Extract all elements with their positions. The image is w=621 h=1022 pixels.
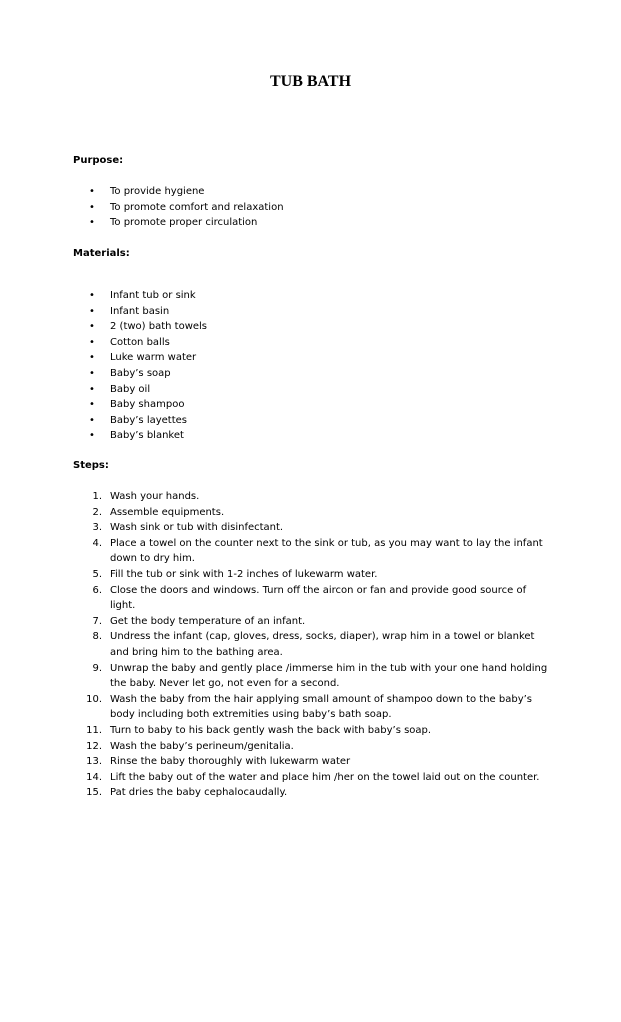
purpose-list xyxy=(0,184,548,231)
bullet-icon: • xyxy=(89,217,95,229)
list-item xyxy=(0,397,548,413)
list-item xyxy=(0,382,548,398)
step-item xyxy=(0,567,548,583)
list-item xyxy=(0,184,548,200)
step-item xyxy=(0,583,548,614)
step-item xyxy=(0,614,548,630)
step-number: 1. xyxy=(92,491,102,502)
step-text: Wash sink or tub with disinfectant. xyxy=(110,522,284,534)
bullet-icon: • xyxy=(89,186,95,197)
step-number: 15. xyxy=(86,787,102,799)
materials-list xyxy=(0,288,548,444)
step-text: Place a towel on the counter next to the sink or tub, as you may want to lay the infant down to dry him. xyxy=(110,537,543,565)
list-item-text: Infant tub or sink xyxy=(110,290,196,301)
step-text: Wash the baby’s perineum/genitalia. xyxy=(110,740,294,752)
bullet-icon: • xyxy=(89,321,95,333)
list-item xyxy=(0,428,548,444)
step-number: 5. xyxy=(92,568,102,580)
list-item xyxy=(0,215,548,231)
step-number: 8. xyxy=(92,631,102,643)
list-item-text: 2 (two) bath towels xyxy=(110,321,208,333)
list-item xyxy=(0,413,548,429)
step-text: Undress the infant (cap, gloves, dress, socks, diaper), wrap him in a towel or blanket and bring him to the bathing area. xyxy=(110,631,535,658)
list-item-text: Infant basin xyxy=(110,305,170,317)
list-item-text: Baby’s blanket xyxy=(110,430,184,442)
bullet-icon: • xyxy=(89,352,95,364)
step-item xyxy=(0,661,548,692)
step-number: 9. xyxy=(92,662,102,674)
bullet-icon: • xyxy=(89,290,95,301)
steps-list xyxy=(0,489,548,801)
list-item-text: Cotton balls xyxy=(110,336,170,348)
step-number: 2. xyxy=(92,506,102,518)
step-item xyxy=(0,692,548,723)
bullet-icon: • xyxy=(89,201,95,213)
step-text: Get the body temperature of an infant. xyxy=(110,615,306,627)
step-item xyxy=(0,505,548,521)
list-item xyxy=(0,366,548,382)
bullet-icon: • xyxy=(89,336,95,348)
step-number: 4. xyxy=(92,537,102,549)
step-text: Wash your hands. xyxy=(110,491,200,502)
step-text: Assemble equipments. xyxy=(110,506,225,518)
step-number: 10. xyxy=(86,693,102,705)
list-item-text: To promote comfort and relaxation xyxy=(110,201,284,213)
step-number: 6. xyxy=(92,584,102,596)
step-item xyxy=(0,785,548,801)
bullet-icon: • xyxy=(89,430,95,442)
bullet-icon: • xyxy=(89,414,95,426)
purpose-heading: Purpose: xyxy=(73,155,124,166)
step-number: 3. xyxy=(92,522,102,534)
step-item xyxy=(0,536,548,567)
list-item-text: Baby’s soap xyxy=(110,367,171,379)
step-text: Pat dries the baby cephalocaudally. xyxy=(110,787,288,799)
materials-heading: Materials: xyxy=(73,248,130,259)
list-item-text: Baby oil xyxy=(110,383,151,395)
step-text: Turn to baby to his back gently wash the back with baby’s soap. xyxy=(110,724,432,736)
list-item xyxy=(0,288,548,304)
step-text: Close the doors and windows. Turn off the aircon or fan and provide good source of light. xyxy=(110,584,527,612)
bullet-icon: • xyxy=(89,367,95,379)
list-item xyxy=(0,200,548,216)
list-item-text: To promote proper circulation xyxy=(110,217,258,229)
step-number: 7. xyxy=(92,615,102,627)
steps-heading: Steps: xyxy=(73,460,109,471)
bullet-icon: • xyxy=(89,399,95,411)
list-item-text: To provide hygiene xyxy=(110,186,205,197)
step-number: 11. xyxy=(86,724,102,736)
list-item-text: Baby shampoo xyxy=(110,399,185,411)
list-item xyxy=(0,319,548,335)
page-title: TUB BATH xyxy=(269,73,352,90)
bullet-icon: • xyxy=(89,383,95,395)
step-number: 12. xyxy=(86,740,102,752)
step-number: 14. xyxy=(86,771,102,783)
step-item xyxy=(0,723,548,739)
step-text: Wash the baby from the hair applying small amount of shampoo down to the baby’s body including both extremities using baby’s bath soap. xyxy=(110,693,533,721)
list-item-text: Luke warm water xyxy=(110,352,197,364)
list-item xyxy=(0,350,548,366)
list-item xyxy=(0,304,548,320)
list-item xyxy=(0,335,548,351)
bullet-icon: • xyxy=(89,305,95,317)
step-number: 13. xyxy=(86,756,102,768)
step-item xyxy=(0,520,548,536)
step-item xyxy=(0,754,548,770)
step-item xyxy=(0,739,548,755)
step-text: Rinse the baby thoroughly with lukewarm water xyxy=(110,756,351,768)
step-text: Unwrap the baby and gently place /immerse him in the tub with your one hand holding the baby. Never let go, not even for a second. xyxy=(110,662,548,690)
step-item xyxy=(0,489,548,505)
step-text: Fill the tub or sink with 1-2 inches of lukewarm water. xyxy=(110,568,378,580)
list-item-text: Baby’s layettes xyxy=(110,414,188,426)
step-text: Lift the baby out of the water and place him /her on the towel laid out on the counter. xyxy=(110,771,540,783)
step-item xyxy=(0,629,548,660)
step-item xyxy=(0,770,548,786)
